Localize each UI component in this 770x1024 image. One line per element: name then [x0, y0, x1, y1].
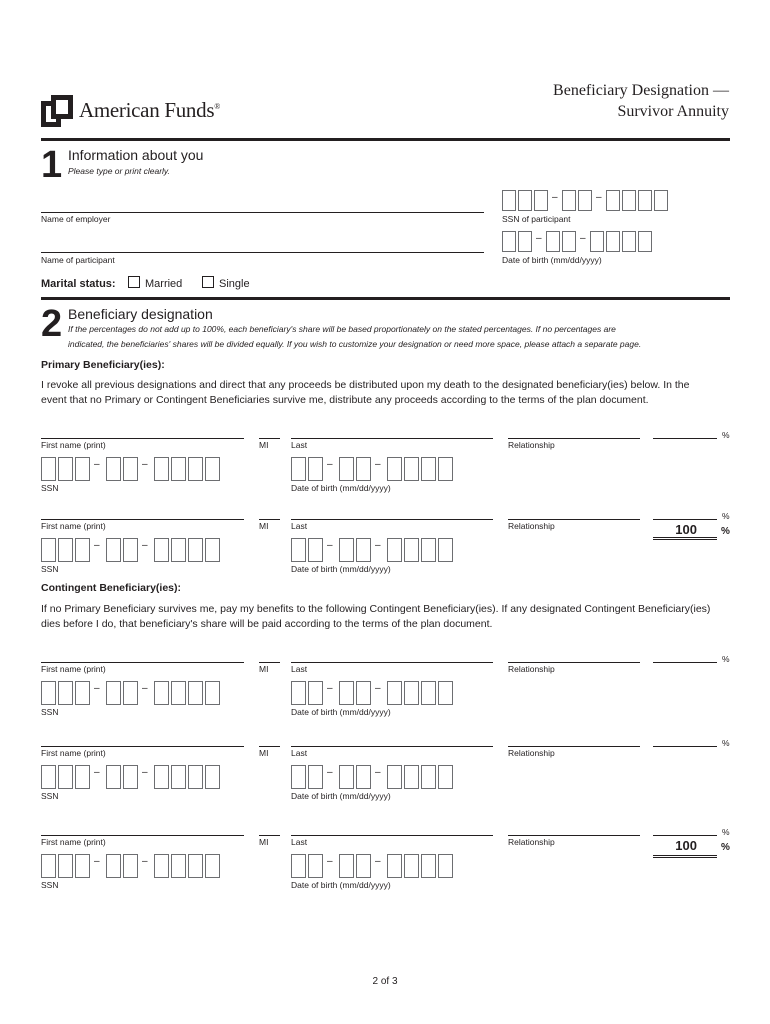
participant-dob-digit-box[interactable] [546, 231, 560, 252]
participant-dob-digit-box[interactable] [502, 231, 516, 252]
beneficiary-5-relationship-field[interactable] [508, 835, 640, 836]
beneficiary-2-mi-label: MI [259, 521, 269, 531]
beneficiary-4-mi-label: MI [259, 748, 269, 758]
beneficiary-3-relationship-label: Relationship [508, 664, 555, 674]
beneficiary-1-ssn-label: SSN [41, 483, 59, 493]
header-rule [41, 138, 730, 141]
beneficiary-4-relationship-label: Relationship [508, 748, 555, 758]
beneficiary-4-dob-dash: – [375, 767, 381, 778]
beneficiary-5-dob-label: Date of birth (mm/dd/yyyy) [291, 880, 391, 890]
beneficiary-2-dob-digit-box[interactable] [308, 538, 323, 562]
beneficiary-2-ssn-dash: – [94, 540, 100, 551]
beneficiary-5-dob-digit-box[interactable] [438, 854, 453, 878]
participant-ssn-digit-box[interactable] [562, 190, 576, 211]
beneficiary-3-dob-digit-box[interactable] [339, 681, 354, 705]
page-number: 2 of 3 [372, 976, 398, 987]
beneficiary-1-ssn-digit-box[interactable] [106, 457, 121, 481]
beneficiary-1-ssn-digit-box[interactable] [41, 457, 56, 481]
beneficiary-5-ssn-dash: – [142, 856, 148, 867]
beneficiary-5-last-name-field[interactable] [291, 835, 493, 836]
beneficiary-1-ssn-digit-box[interactable] [171, 457, 186, 481]
beneficiary-2-dob-digit-box[interactable] [356, 538, 371, 562]
beneficiary-4-percent-sign: % [722, 738, 730, 748]
beneficiary-4-first-name-field[interactable] [41, 746, 244, 747]
section2-note-line1: If the percentages do not add up to 100%, each beneficiary's share will be based proportionately on the stated percentages. If no percentages are [68, 324, 616, 334]
beneficiary-1-dob-dash: – [327, 459, 333, 470]
beneficiary-3-last-name-field[interactable] [291, 662, 493, 663]
beneficiary-4-ssn-digit-box[interactable] [188, 765, 203, 789]
beneficiary-4-ssn-digit-box[interactable] [154, 765, 169, 789]
beneficiary-2-dob-digit-box[interactable] [339, 538, 354, 562]
beneficiary-2-first-name-field[interactable] [41, 519, 244, 520]
primary-text-line1: I revoke all previous designations and direct that any proceeds be distributed upon my death to the designated beneficiary(ies) below. In the [41, 379, 690, 391]
primary-total-percent: % [721, 526, 730, 537]
beneficiary-5-mi-field[interactable] [259, 835, 280, 836]
beneficiary-1-first-name-label: First name (print) [41, 440, 106, 450]
beneficiary-4-ssn-dash: – [94, 767, 100, 778]
beneficiary-5-ssn-digit-box[interactable] [75, 854, 90, 878]
beneficiary-4-ssn-digit-box[interactable] [41, 765, 56, 789]
beneficiary-4-dob-digit-box[interactable] [308, 765, 323, 789]
beneficiary-2-dob-digit-box[interactable] [421, 538, 436, 562]
beneficiary-5-dob-digit-box[interactable] [339, 854, 354, 878]
beneficiary-2-dob-label: Date of birth (mm/dd/yyyy) [291, 564, 391, 574]
beneficiary-1-last-name-field[interactable] [291, 438, 493, 439]
beneficiary-2-ssn-digit-box[interactable] [123, 538, 138, 562]
beneficiary-5-dob-digit-box[interactable] [387, 854, 402, 878]
beneficiary-5-dob-digit-box[interactable] [308, 854, 323, 878]
logo [41, 95, 73, 127]
beneficiary-3-ssn-label: SSN [41, 707, 59, 717]
beneficiary-2-ssn-dash: – [142, 540, 148, 551]
beneficiary-2-ssn-digit-box[interactable] [106, 538, 121, 562]
beneficiary-3-ssn-digit-box[interactable] [58, 681, 73, 705]
beneficiary-3-ssn-digit-box[interactable] [154, 681, 169, 705]
participant-ssn-digit-box[interactable] [502, 190, 516, 211]
beneficiary-5-percent-sign: % [722, 827, 730, 837]
beneficiary-5-relationship-label: Relationship [508, 837, 555, 847]
beneficiary-1-ssn-digit-box[interactable] [188, 457, 203, 481]
american-funds-logo-icon [41, 95, 73, 127]
contingent-heading: Contingent Beneficiary(ies): [41, 582, 182, 594]
beneficiary-5-mi-label: MI [259, 837, 269, 847]
beneficiary-4-last-name-field[interactable] [291, 746, 493, 747]
beneficiary-2-dob-digit-box[interactable] [438, 538, 453, 562]
beneficiary-2-dob-digit-box[interactable] [291, 538, 306, 562]
beneficiary-5-ssn-digit-box[interactable] [205, 854, 220, 878]
beneficiary-3-dob-digit-box[interactable] [421, 681, 436, 705]
beneficiary-5-ssn-digit-box[interactable] [123, 854, 138, 878]
primary-total: 100 [675, 522, 697, 537]
beneficiary-5-ssn-label: SSN [41, 880, 59, 890]
beneficiary-4-percent-field[interactable] [653, 746, 717, 747]
beneficiary-3-ssn-digit-box[interactable] [106, 681, 121, 705]
beneficiary-2-ssn-digit-box[interactable] [205, 538, 220, 562]
beneficiary-3-ssn-digit-box[interactable] [41, 681, 56, 705]
participant-dob-dash: – [580, 233, 586, 244]
beneficiary-4-ssn-dash: – [142, 767, 148, 778]
participant-dob-digit-box[interactable] [518, 231, 532, 252]
section1-subtitle: Please type or print clearly. [68, 166, 170, 176]
beneficiary-2-percent-field[interactable] [653, 519, 717, 520]
beneficiary-1-percent-field[interactable] [653, 438, 717, 439]
participant-ssn-digit-box[interactable] [638, 190, 652, 211]
beneficiary-2-ssn-label: SSN [41, 564, 59, 574]
participant-ssn-dash: – [596, 192, 602, 203]
participant-dob-digit-box[interactable] [562, 231, 576, 252]
beneficiary-3-dob-dash: – [375, 683, 381, 694]
participant-ssn-digit-box[interactable] [654, 190, 668, 211]
beneficiary-4-first-name-label: First name (print) [41, 748, 106, 758]
beneficiary-4-dob-digit-box[interactable] [356, 765, 371, 789]
beneficiary-1-relationship-field[interactable] [508, 438, 640, 439]
beneficiary-4-mi-field[interactable] [259, 746, 280, 747]
beneficiary-1-last-label: Last [291, 440, 308, 450]
beneficiary-3-mi-field[interactable] [259, 662, 280, 663]
beneficiary-2-last-label: Last [291, 521, 308, 531]
beneficiary-4-ssn-digit-box[interactable] [123, 765, 138, 789]
beneficiary-1-ssn-dash: – [94, 459, 100, 470]
beneficiary-3-dob-digit-box[interactable] [291, 681, 306, 705]
employer-label: Name of employer [41, 214, 111, 224]
primary-total-rule [653, 537, 717, 540]
beneficiary-3-dob-digit-box[interactable] [308, 681, 323, 705]
beneficiary-2-dob-dash: – [327, 540, 333, 551]
participant-ssn-digit-box[interactable] [606, 190, 620, 211]
section2-number: 2 [41, 303, 63, 345]
beneficiary-4-dob-dash: – [327, 767, 333, 778]
beneficiary-4-dob-label: Date of birth (mm/dd/yyyy) [291, 791, 391, 801]
beneficiary-4-ssn-digit-box[interactable] [205, 765, 220, 789]
beneficiary-2-relationship-label: Relationship [508, 521, 555, 531]
beneficiary-4-ssn-label: SSN [41, 791, 59, 801]
beneficiary-4-ssn-digit-box[interactable] [106, 765, 121, 789]
married-label: Married [145, 278, 183, 290]
participant-ssn-digit-box[interactable] [622, 190, 636, 211]
beneficiary-5-dob-digit-box[interactable] [291, 854, 306, 878]
beneficiary-1-dob-digit-box[interactable] [438, 457, 453, 481]
beneficiary-3-dob-digit-box[interactable] [438, 681, 453, 705]
beneficiary-5-ssn-digit-box[interactable] [58, 854, 73, 878]
form-title-line1: Beneficiary Designation — [553, 82, 729, 99]
participant-dob-digit-box[interactable] [622, 231, 636, 252]
beneficiary-1-ssn-digit-box[interactable] [205, 457, 220, 481]
beneficiary-1-first-name-field[interactable] [41, 438, 244, 439]
beneficiary-5-ssn-digit-box[interactable] [171, 854, 186, 878]
participant-dob-digit-box[interactable] [606, 231, 620, 252]
single-checkbox[interactable] [202, 276, 214, 288]
brand-name [79, 98, 220, 123]
beneficiary-5-dob-digit-box[interactable] [421, 854, 436, 878]
beneficiary-2-ssn-digit-box[interactable] [171, 538, 186, 562]
beneficiary-1-dob-digit-box[interactable] [308, 457, 323, 481]
beneficiary-3-dob-digit-box[interactable] [404, 681, 419, 705]
beneficiary-3-ssn-dash: – [94, 683, 100, 694]
beneficiary-1-dob-digit-box[interactable] [387, 457, 402, 481]
beneficiary-1-dob-digit-box[interactable] [339, 457, 354, 481]
beneficiary-3-ssn-digit-box[interactable] [75, 681, 90, 705]
beneficiary-4-dob-digit-box[interactable] [339, 765, 354, 789]
beneficiary-2-relationship-field[interactable] [508, 519, 640, 520]
beneficiary-1-mi-field[interactable] [259, 438, 280, 439]
beneficiary-4-dob-digit-box[interactable] [421, 765, 436, 789]
section1-number: 1 [41, 144, 63, 186]
beneficiary-1-dob-digit-box[interactable] [421, 457, 436, 481]
employer-field[interactable] [41, 212, 484, 213]
beneficiary-1-dob-digit-box[interactable] [291, 457, 306, 481]
beneficiary-2-dob-digit-box[interactable] [387, 538, 402, 562]
participant-dob-digit-box[interactable] [638, 231, 652, 252]
beneficiary-3-dob-dash: – [327, 683, 333, 694]
beneficiary-3-dob-label: Date of birth (mm/dd/yyyy) [291, 707, 391, 717]
beneficiary-4-ssn-digit-box[interactable] [58, 765, 73, 789]
participant-dob-dash: – [536, 233, 542, 244]
beneficiary-4-dob-digit-box[interactable] [291, 765, 306, 789]
beneficiary-5-percent-field[interactable] [653, 835, 717, 836]
participant-ssn-digit-box[interactable] [578, 190, 592, 211]
participant-name-field[interactable] [41, 252, 484, 253]
beneficiary-4-dob-digit-box[interactable] [387, 765, 402, 789]
form-title-line2: Survivor Annuity [617, 103, 729, 120]
single-label: Single [219, 278, 250, 290]
marital-status-label: Marital status: [41, 278, 116, 290]
contingent-total-rule [653, 855, 717, 858]
beneficiary-4-dob-digit-box[interactable] [404, 765, 419, 789]
beneficiary-1-dob-digit-box[interactable] [356, 457, 371, 481]
contingent-text-line1: If no Primary Beneficiary survives me, pay my benefits to the following Contingent Beneficiary(ies). If any designated Contingent Beneficiary(ies) [41, 603, 711, 615]
section2-rule [41, 297, 730, 300]
beneficiary-3-ssn-digit-box[interactable] [171, 681, 186, 705]
beneficiary-5-dob-dash: – [327, 856, 333, 867]
beneficiary-3-dob-digit-box[interactable] [356, 681, 371, 705]
beneficiary-3-ssn-digit-box[interactable] [205, 681, 220, 705]
beneficiary-5-ssn-dash: – [94, 856, 100, 867]
participant-ssn-dash: – [552, 192, 558, 203]
section2-title: Beneficiary designation [68, 306, 213, 322]
beneficiary-3-ssn-digit-box[interactable] [123, 681, 138, 705]
beneficiary-3-relationship-field[interactable] [508, 662, 640, 663]
brand-text: American Funds [79, 98, 215, 122]
beneficiary-1-percent-sign: % [722, 430, 730, 440]
beneficiary-1-dob-digit-box[interactable] [404, 457, 419, 481]
beneficiary-2-first-name-label: First name (print) [41, 521, 106, 531]
beneficiary-2-ssn-digit-box[interactable] [41, 538, 56, 562]
beneficiary-3-last-label: Last [291, 664, 308, 674]
beneficiary-5-ssn-digit-box[interactable] [154, 854, 169, 878]
beneficiary-5-last-label: Last [291, 837, 308, 847]
participant-ssn-label: SSN of participant [502, 214, 571, 224]
participant-dob-digit-box[interactable] [590, 231, 604, 252]
beneficiary-2-ssn-digit-box[interactable] [58, 538, 73, 562]
brand-registered-mark: ® [214, 102, 220, 111]
participant-ssn-digit-box[interactable] [534, 190, 548, 211]
beneficiary-3-first-name-field[interactable] [41, 662, 244, 663]
section2-note-line2: indicated, the beneficiaries' shares will be divided equally. If you wish to customize your designation or need more space, please attach a separate page. [68, 339, 642, 349]
beneficiary-4-last-label: Last [291, 748, 308, 758]
beneficiary-5-dob-dash: – [375, 856, 381, 867]
beneficiary-3-percent-field[interactable] [653, 662, 717, 663]
beneficiary-1-relationship-label: Relationship [508, 440, 555, 450]
beneficiary-4-ssn-digit-box[interactable] [171, 765, 186, 789]
beneficiary-3-ssn-digit-box[interactable] [188, 681, 203, 705]
contingent-total-percent: % [721, 842, 730, 853]
participant-ssn-digit-box[interactable] [518, 190, 532, 211]
beneficiary-5-ssn-digit-box[interactable] [41, 854, 56, 878]
primary-text-line2: event that no Primary or Contingent Beneficiaries survive me, distribute any proceeds according to the terms of the plan document. [41, 394, 649, 406]
beneficiary-5-ssn-digit-box[interactable] [106, 854, 121, 878]
beneficiary-1-mi-label: MI [259, 440, 269, 450]
beneficiary-2-ssn-digit-box[interactable] [154, 538, 169, 562]
beneficiary-1-ssn-digit-box[interactable] [154, 457, 169, 481]
beneficiary-3-first-name-label: First name (print) [41, 664, 106, 674]
beneficiary-5-first-name-label: First name (print) [41, 837, 106, 847]
beneficiary-2-dob-digit-box[interactable] [404, 538, 419, 562]
beneficiary-2-last-name-field[interactable] [291, 519, 493, 520]
beneficiary-1-ssn-dash: – [142, 459, 148, 470]
beneficiary-2-percent-sign: % [722, 511, 730, 521]
beneficiary-3-dob-digit-box[interactable] [387, 681, 402, 705]
contingent-text-line2: dies before I do, that beneficiary's share will be paid according to the terms of the plan document. [41, 618, 493, 630]
participant-name-label: Name of participant [41, 255, 115, 265]
beneficiary-1-dob-dash: – [375, 459, 381, 470]
beneficiary-5-dob-digit-box[interactable] [404, 854, 419, 878]
beneficiary-3-percent-sign: % [722, 654, 730, 664]
beneficiary-4-relationship-field[interactable] [508, 746, 640, 747]
participant-dob-label: Date of birth (mm/dd/yyyy) [502, 255, 602, 265]
beneficiary-1-ssn-digit-box[interactable] [123, 457, 138, 481]
primary-heading: Primary Beneficiary(ies): [41, 359, 165, 371]
section1-title: Information about you [68, 147, 204, 163]
contingent-total: 100 [675, 838, 697, 853]
beneficiary-1-dob-label: Date of birth (mm/dd/yyyy) [291, 483, 391, 493]
beneficiary-3-ssn-dash: – [142, 683, 148, 694]
beneficiary-4-dob-digit-box[interactable] [438, 765, 453, 789]
beneficiary-1-ssn-digit-box[interactable] [58, 457, 73, 481]
beneficiary-5-first-name-field[interactable] [41, 835, 244, 836]
married-checkbox[interactable] [128, 276, 140, 288]
beneficiary-1-ssn-digit-box[interactable] [75, 457, 90, 481]
beneficiary-3-mi-label: MI [259, 664, 269, 674]
beneficiary-2-ssn-digit-box[interactable] [75, 538, 90, 562]
beneficiary-5-dob-digit-box[interactable] [356, 854, 371, 878]
beneficiary-5-ssn-digit-box[interactable] [188, 854, 203, 878]
beneficiary-2-ssn-digit-box[interactable] [188, 538, 203, 562]
beneficiary-2-dob-dash: – [375, 540, 381, 551]
beneficiary-2-mi-field[interactable] [259, 519, 280, 520]
beneficiary-4-ssn-digit-box[interactable] [75, 765, 90, 789]
